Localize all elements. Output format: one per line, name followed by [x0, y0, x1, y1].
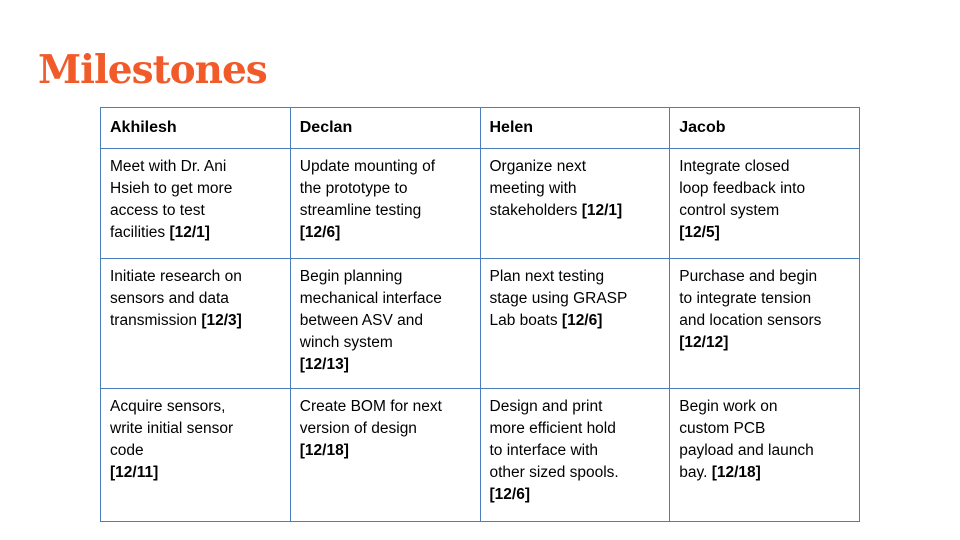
milestone-cell-akhilesh-1: Meet with Dr. Ani Hsieh to get more access to test facilities [12/1]: [101, 149, 291, 259]
milestone-date: [12/6]: [299, 224, 341, 241]
milestone-cell-declan-3: Create BOM for next version of design [12/18]: [290, 389, 480, 522]
table-header-declan: Declan: [290, 108, 480, 149]
milestone-date: [12/6]: [561, 312, 603, 329]
slide-title: Milestones: [38, 47, 267, 93]
milestone-cell-akhilesh-3: Acquire sensors, write initial sensor code [12/11]: [101, 389, 291, 522]
table-header-jacob: Jacob: [670, 108, 860, 149]
milestone-cell-jacob-3: Begin work on custom PCB payload and launch bay. [12/18]: [670, 389, 860, 522]
milestones-table: [100, 107, 860, 522]
milestone-date: [12/18]: [711, 464, 761, 481]
table-row: [101, 389, 860, 522]
table-header-helen: Helen: [480, 108, 670, 149]
milestone-date: [12/13]: [299, 356, 349, 373]
milestone-date: [12/18]: [299, 442, 349, 459]
milestone-date: [12/5]: [679, 224, 720, 241]
milestone-date: [12/6]: [489, 486, 530, 503]
table-header-row: [101, 108, 860, 149]
milestone-date: [12/1]: [169, 224, 210, 241]
table-row: [101, 259, 860, 389]
milestone-date: [12/11]: [110, 464, 159, 481]
milestone-cell-jacob-2: Purchase and begin to integrate tension and location sensors [12/12]: [670, 259, 860, 389]
table-header-akhilesh: Akhilesh: [101, 108, 291, 149]
milestone-cell-helen-3: Design and print more efficient hold to interface with other sized spools. [12/6]: [480, 389, 670, 522]
milestone-cell-helen-2: Plan next testing stage using GRASP Lab boats [12/6]: [480, 259, 670, 389]
milestone-cell-helen-1: Organize next meeting with stakeholders [12/1]: [480, 149, 670, 259]
milestone-cell-akhilesh-2: Initiate research on sensors and data transmission [12/3]: [101, 259, 291, 389]
milestone-date: [12/1]: [581, 202, 623, 219]
milestone-cell-declan-2: Begin planning mechanical interface between ASV and winch system [12/13]: [290, 259, 480, 389]
table-row: [101, 149, 860, 259]
milestone-cell-jacob-1: Integrate closed loop feedback into control system [12/5]: [670, 149, 860, 259]
milestone-cell-declan-1: Update mounting of the prototype to streamline testing [12/6]: [290, 149, 480, 259]
milestone-date: [12/3]: [201, 312, 242, 329]
milestone-date: [12/12]: [679, 334, 729, 351]
